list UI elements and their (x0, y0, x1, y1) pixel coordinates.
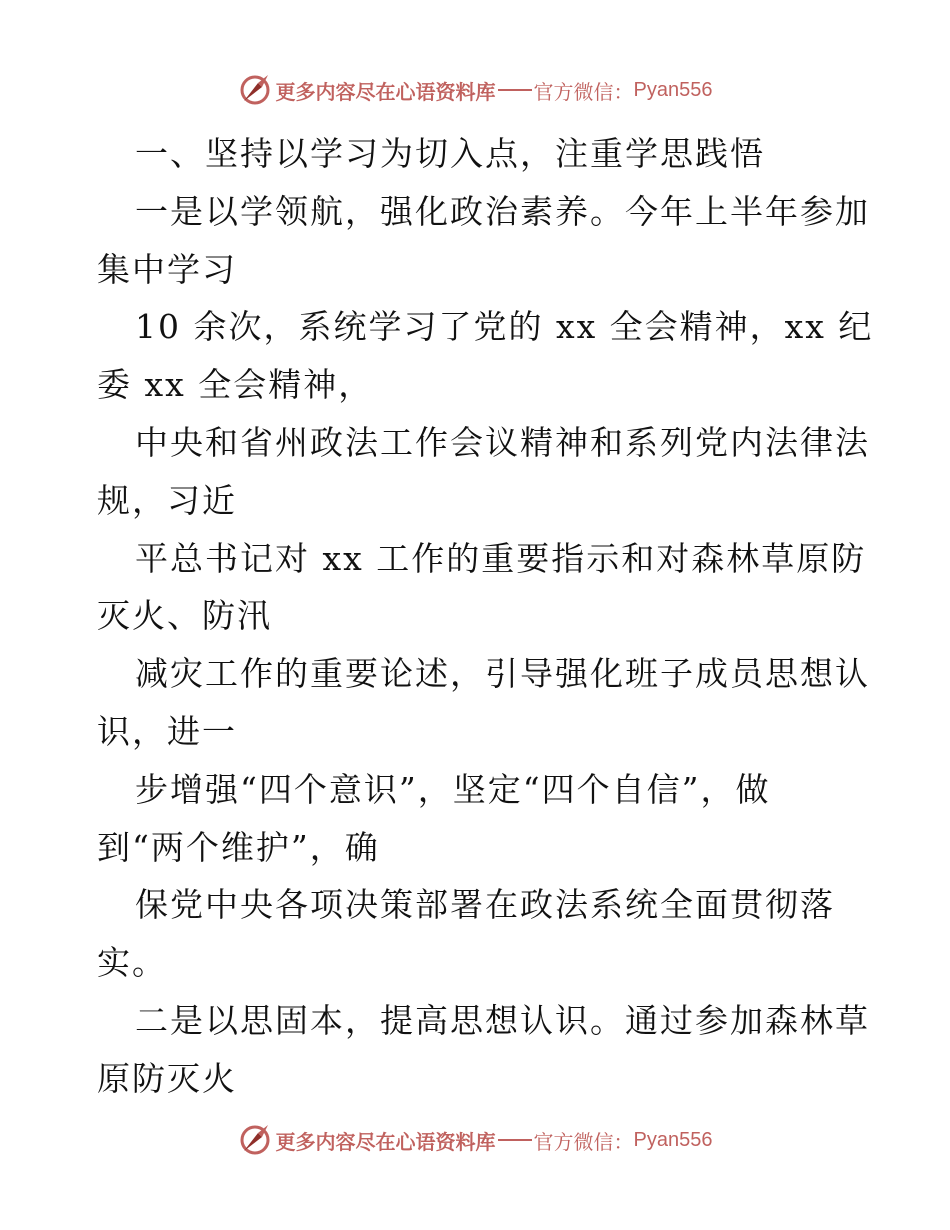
banner-wechat-id: Pyan556 (633, 1128, 713, 1151)
paragraph-line: 二是以思固本，提高思想认识。通过参加森林草 (135, 1000, 870, 1040)
quill-pen-logo-icon (238, 1123, 272, 1157)
paragraph-line: 步增强“四个意识”，坚定“四个自信”，做 (135, 769, 771, 809)
banner-dash (498, 89, 532, 91)
paragraph-line: 10 余次，系统学习了党的 xx 全会精神，xx 纪 (135, 307, 874, 347)
footer-watermark-banner (0, 1120, 950, 1160)
paragraph-line: 到“两个维护”，确 (97, 827, 380, 867)
paragraph-line: 识，进一 (97, 711, 237, 751)
header-watermark-banner (0, 70, 950, 110)
banner-sub-text: 官方微信： (533, 1129, 634, 1154)
paragraph-line: 一、坚持以学习为切入点，注重学思践悟 (135, 134, 765, 173)
paragraph-line: 一是以学领航，强化政治素养。今年上半年参加 (135, 191, 870, 231)
paragraph-line: 平总书记对 xx 工作的重要指示和对森林草原防 (135, 538, 867, 578)
paragraph-line: 实。 (97, 943, 167, 983)
paragraph-line: 规，习近 (97, 480, 237, 520)
banner-main-text: 更多内容尽在心语资料库 (275, 79, 496, 104)
paragraph-line: 委 xx 全会精神， (97, 365, 374, 405)
paragraph-line: 减灾工作的重要论述，引导强化班子成员思想认 (135, 654, 870, 694)
banner-wechat-id: Pyan556 (633, 78, 713, 101)
banner-dash (498, 1139, 532, 1141)
paragraph-line: 原防灭火 (97, 1058, 237, 1098)
paragraph-line: 灭火、防汛 (97, 596, 272, 636)
paragraph-line: 保党中央各项决策部署在政法系统全面贯彻落 (135, 885, 835, 925)
paragraph-line: 中央和省州政法工作会议精神和系列党内法律法 (135, 422, 870, 462)
document-body (97, 125, 874, 1108)
banner-sub-text: 官方微信： (533, 79, 634, 104)
banner-main-text: 更多内容尽在心语资料库 (275, 1129, 496, 1154)
quill-pen-logo-icon (238, 73, 272, 107)
paragraph-line: 集中学习 (97, 249, 237, 289)
